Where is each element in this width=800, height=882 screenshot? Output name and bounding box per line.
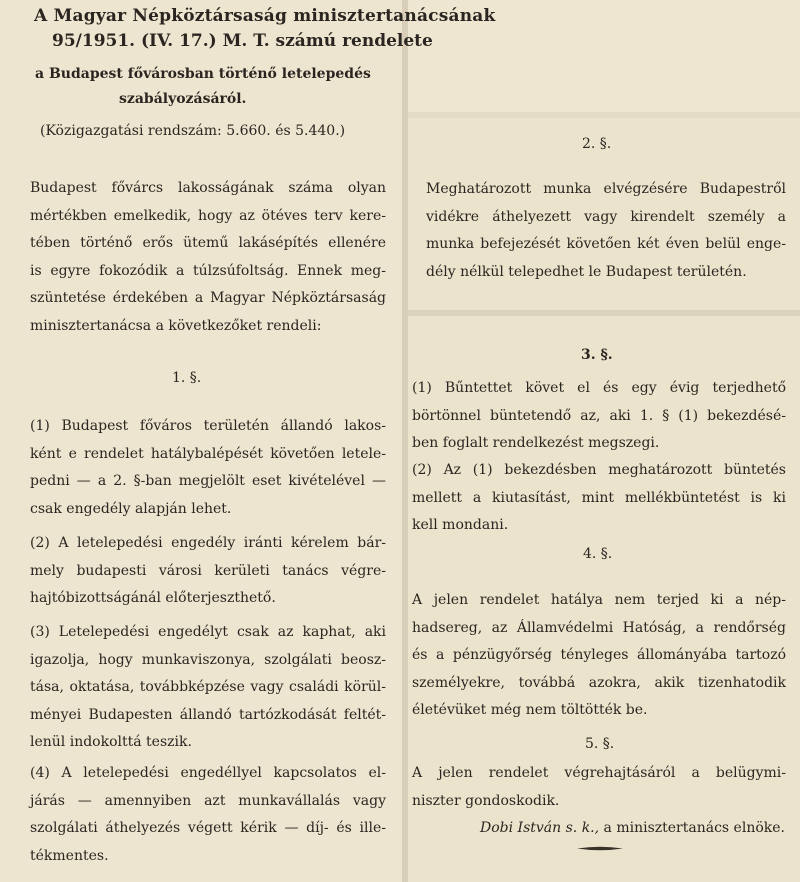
section5-para bbox=[412, 760, 786, 815]
paragraph-line: pedni — a 2. §-ban megjelölt eset kivételével — bbox=[30, 473, 386, 489]
paragraph-line: hadsereg, az Államvédelmi Hatóság, a rendőrség bbox=[412, 619, 786, 636]
paragraph-line: és a pénzügyőrség tényleges állományába tartozó bbox=[412, 647, 786, 663]
paragraph-line: mellett a kiutasítást, mint mellékbüntetést is ki bbox=[412, 489, 786, 506]
signatory-name: Dobi István s. k., bbox=[480, 820, 600, 836]
section1-para2 bbox=[30, 530, 386, 613]
paragraph-line: (3) Letelepedési engedélyt csak az kaphat, aki bbox=[30, 624, 386, 640]
paragraph-line: tása, oktatása, továbbképzése vagy családi körül- bbox=[30, 679, 386, 695]
preamble-line: szüntetése érdekében a Magyar Népköztársaság bbox=[30, 290, 386, 306]
decree-title-line2: 95/1951. (IV. 17.) M. T. számú rendelete bbox=[52, 31, 433, 51]
paragraph-line: Meghatározott munka elvégzésére Budapestről bbox=[426, 181, 786, 197]
decree-subtitle-line2: szabályozásáról. bbox=[119, 91, 247, 107]
preamble-line: mértékben emelkedik, hogy az ötéves terv kere- bbox=[30, 207, 386, 224]
paragraph-line: niszter gondoskodik. bbox=[412, 792, 560, 809]
section4-heading: 4. §. bbox=[583, 546, 613, 562]
paragraph-line: igazolja, hogy munkaviszonya, szolgálati beosz- bbox=[30, 651, 386, 668]
section5-heading: 5. §. bbox=[585, 736, 615, 752]
section3-heading: 3. §. bbox=[581, 347, 613, 363]
decree-subtitle-line1: a Budapest fővárosban történő letelepedés bbox=[35, 66, 371, 82]
paragraph-line: (4) A letelepedési engedéllyel kapcsolatos el- bbox=[30, 765, 386, 781]
preamble-line: tében történő erős ütemű lakásépítés ellenére bbox=[30, 235, 386, 251]
paragraph-line: életévüket még nem töltötték be. bbox=[412, 702, 648, 718]
preamble-line: is egyre fokozódik a túlzsúfoltság. Ennek meg- bbox=[30, 262, 386, 279]
section2-heading: 2. §. bbox=[582, 136, 612, 152]
paragraph-line: munka befejezését követően két éven belül enge- bbox=[426, 236, 786, 252]
paragraph-line: (1) Budapest főváros területén állandó lakos- bbox=[30, 418, 386, 434]
paragraph-line: ményei Budapesten állandó tartózkodását feltét- bbox=[30, 706, 386, 723]
paragraph-line: csak engedély alapján lehet. bbox=[30, 500, 232, 517]
section2-para bbox=[426, 176, 786, 286]
section3-para1 bbox=[412, 375, 786, 458]
signatory-role: a minisztertanács elnöke. bbox=[603, 820, 785, 836]
section1-para1 bbox=[30, 413, 386, 523]
registry-number: (Közigazgatási rendszám: 5.660. és 5.440.) bbox=[40, 123, 346, 139]
preamble-line: Budapest fővárcs lakosságának száma olyan bbox=[30, 180, 386, 196]
paragraph-line: dély nélkül telepedhet le Budapest területén. bbox=[426, 263, 747, 280]
paragraph-line: hajtóbizottságánál előterjeszthető. bbox=[30, 590, 276, 606]
section1-para3 bbox=[30, 619, 386, 757]
end-ornament bbox=[577, 846, 623, 851]
paragraph-line: szolgálati áthelyezés végett kérik — díj- és ille- bbox=[30, 820, 386, 836]
paragraph-line: lenül indokolttá teszik. bbox=[30, 734, 192, 750]
preamble bbox=[30, 175, 386, 340]
signature-line bbox=[480, 820, 785, 836]
paragraph-line: A jelen rendelet hatálya nem terjed ki a nép- bbox=[412, 592, 786, 608]
paragraph-line: járás — amennyiben azt munkavállalás vagy bbox=[30, 792, 386, 809]
paragraph-line: tékmentes. bbox=[30, 847, 109, 864]
paragraph-line: (2) A letelepedési engedély iránti kérelem bár- bbox=[30, 535, 386, 551]
paragraph-line: személyekre, továbbá azokra, akik tizenhatodik bbox=[412, 674, 786, 691]
paragraph-line: börtönnel büntetendő az, aki 1. § (1) bekezdésé- bbox=[412, 407, 786, 424]
paragraph-line: vidékre áthelyezett vagy kirendelt személy a bbox=[426, 208, 786, 225]
paragraph-line: mely budapesti városi kerületi tanács végre- bbox=[30, 562, 386, 579]
section1-heading: 1. §. bbox=[172, 370, 202, 386]
paragraph-line: (1) Bűntettet követ el és egy évig terjedhető bbox=[412, 380, 786, 396]
decree-title-line1: A Magyar Népköztársaság minisztertanácsának bbox=[34, 6, 496, 26]
section4-para bbox=[412, 587, 786, 725]
paragraph-line: ben foglalt rendelkezést megszegi. bbox=[412, 435, 660, 451]
section1-para4 bbox=[30, 760, 386, 870]
paragraph-line: kell mondani. bbox=[412, 517, 509, 533]
paragraph-line: ként e rendelet hatálybalépését követően letele- bbox=[30, 445, 386, 462]
preamble-line: minisztertanácsa a következőket rendeli: bbox=[30, 317, 322, 334]
paragraph-line: A jelen rendelet végrehajtásáról a belügymi- bbox=[412, 765, 786, 781]
section3-para2 bbox=[412, 457, 786, 540]
paragraph-line: (2) Az (1) bekezdésben meghatározott büntetés bbox=[412, 462, 786, 478]
